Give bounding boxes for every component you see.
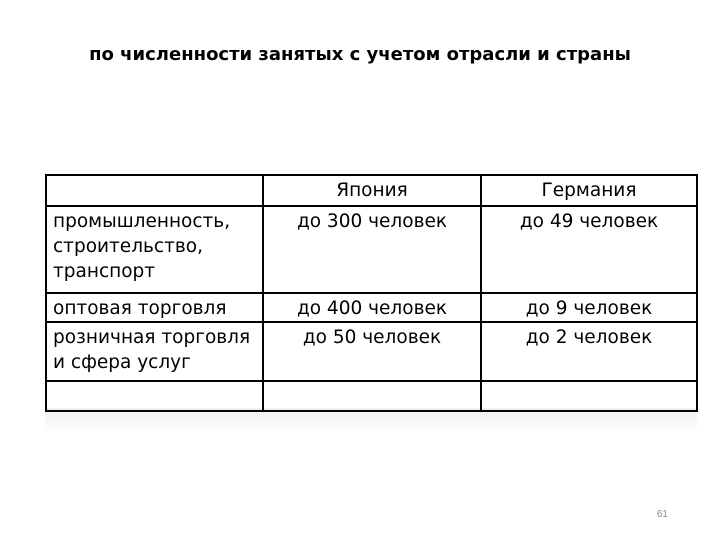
germany-cell (481, 381, 697, 411)
sector-cell (46, 293, 263, 322)
header-cell-germany: Германия (481, 175, 697, 206)
germany-cell: до 9 человек (481, 293, 697, 322)
japan-cell: до 50 человек (263, 322, 481, 381)
sector-line: розничная торговля (53, 327, 251, 348)
table-row-empty (46, 381, 697, 411)
japan-cell (263, 381, 481, 411)
size-criteria-table (45, 174, 698, 412)
sector-cell (46, 381, 263, 411)
japan-cell: до 300 человек (263, 206, 481, 293)
header-cell-japan: Япония (263, 175, 481, 206)
table-row (46, 206, 697, 293)
table-row (46, 322, 697, 381)
sector-line: промышленность, (53, 211, 231, 232)
japan-cell: до 400 человек (263, 293, 481, 322)
germany-cell: до 2 человек (481, 322, 697, 381)
table-row (46, 293, 697, 322)
page-number: 61 (656, 509, 668, 520)
table-header-row (46, 175, 697, 206)
slide-title: по численности занятых с учетом отрасли и страны (89, 44, 631, 65)
header-cell-sector (46, 175, 263, 206)
table-shadow (45, 408, 697, 434)
sector-line: и сфера услуг (53, 352, 191, 373)
sector-line: строительство, (53, 236, 203, 257)
sector-cell (46, 322, 263, 381)
germany-cell: до 49 человек (481, 206, 697, 293)
sector-cell (46, 206, 263, 293)
sector-line: оптовая торговля (53, 298, 227, 319)
sector-line: транспорт (53, 261, 156, 282)
